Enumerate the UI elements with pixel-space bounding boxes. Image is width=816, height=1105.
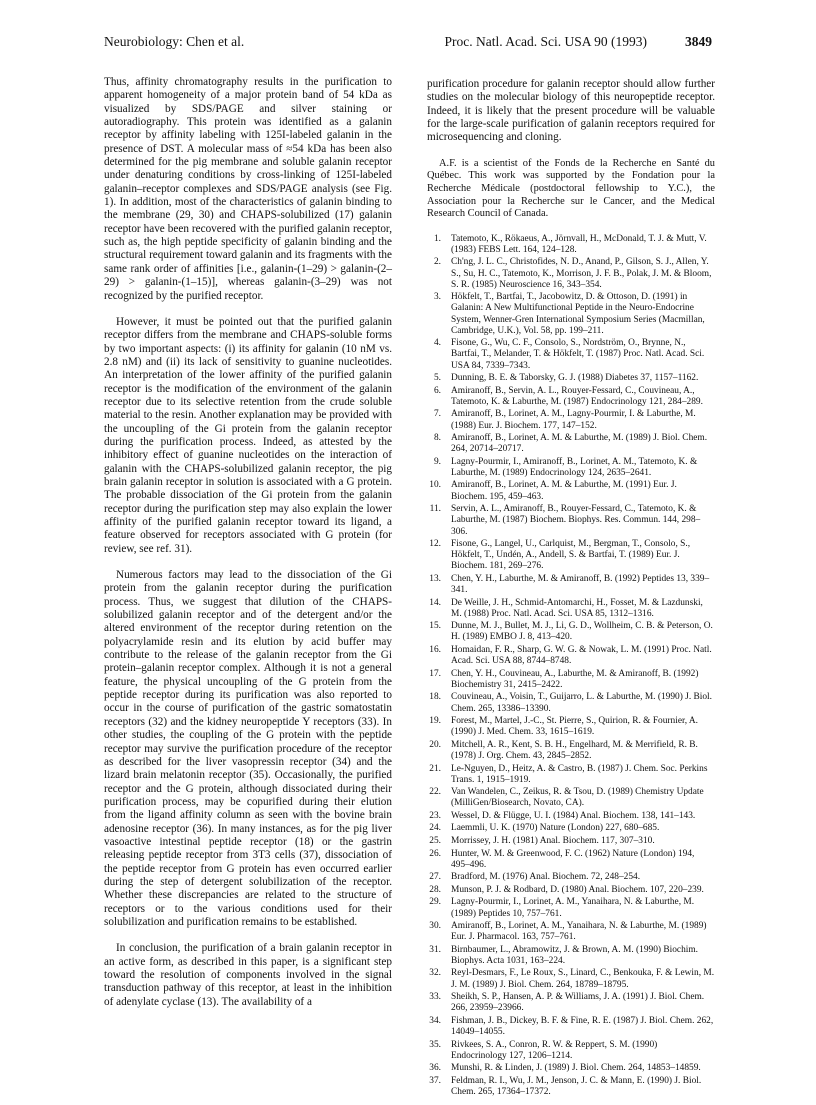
reference-text: Amiranoff, B., Servin, A. L., Rouyer-Fessard, C., Couvineau, A., Tatemoto, K. & Laburthe, M. (1987) Endocrinology 121, 284–289. [451,385,703,407]
reference-text: Fisone, G., Wu, C. F., Consolo, S., Nordström, O., Brynne, N., Bartfai, T., Melander, T. & Hökfelt, T. (1987) Proc. Natl. Acad. Sci. USA 84, 7339–7343. [451,338,705,371]
reference-item [427,764,715,786]
reference-item [427,621,715,643]
reference-number: 19. [429,716,441,727]
reference-number: 20. [429,739,441,750]
body-paragraph: Thus, affinity chromatography results in the purification to apparent homogeneity of a major protein band of 54 kDa as visualized by SDS/PAGE and silver staining or autoradiography. This protein was identified as a galanin receptor by affinity labeling with 125I-labeled galanin in the presence of DST. A molecular mass of ≈54 kDa has been also determined for the pig membrane and soluble galanin receptor under denaturing conditions by cross-linking of 125I-labeled galanin–receptor complexes and SDS/PAGE analysis (see Fig. 1). In addition, most of the characteristics of galanin binding to the membrane (29, 30) and CHAPS-solubilized (17) galanin receptor have been recovered with the purified galanin receptor, such as, the high peptide specificity of galanin binding and the structural requirement toward galanin and its fragments with the same rank order of affinities [i.e., galanin-(1–29) > galanin-(2–29) > galanin-(1–15)], whereas galanin-(3–29) was not recognized by the purified receptor. [104,76,392,302]
reference-item [427,787,715,809]
reference-item [427,1076,715,1098]
reference-text: Lagny-Pourmir, I., Lorinet, A. M., Yanaihara, N. & Laburthe, M. (1989) Peptides 10, 757–761. [451,897,695,919]
reference-text: Forest, M., Martel, J.-C., St. Pierre, S., Quirion, R. & Fournier, A. (1990) J. Med. Chem. 33, 1615–1619. [451,716,699,738]
reference-text: Wessel, D. & Flügge, U. I. (1984) Anal. Biochem. 138, 141–143. [451,810,696,821]
acknowledgment: A.F. is a scientist of the Fonds de la Recherche en Santé du Québec. This work was supported by the Fondation pour la Recherche Médicale (postdoctoral fellowship to Y.C.), the Association pour la Recherche sur le Cancer, and the Medical Research Council of Canada. [427,157,715,220]
reference-number: 22. [429,787,441,798]
reference-item [427,716,715,738]
reference-item [427,338,715,371]
journal-citation: Proc. Natl. Acad. Sci. USA 90 (1993) [444,34,647,49]
reference-item [427,574,715,596]
reference-item [427,836,715,847]
reference-text: Sheikh, S. P., Hansen, A. P. & Williams, J. A. (1991) J. Biol. Chem. 266, 23959–23966. [451,992,705,1014]
left-column [104,76,392,1022]
reference-number: 33. [429,992,441,1003]
reference-number: 28. [429,884,441,895]
reference-item [427,645,715,667]
reference-item [427,823,715,834]
reference-number: 17. [429,668,441,679]
running-head-journal [445,34,712,50]
reference-text: Chen, Y. H., Couvineau, A., Laburthe, M. & Amiranoff, B. (1992) Biochemistry 31, 2415–2422. [451,668,699,690]
reference-item [427,992,715,1014]
reference-item [427,968,715,990]
reference-text: Couvineau, A., Voisin, T., Guijarro, L. & Laburthe, M. (1990) J. Biol. Chem. 265, 13386–13390. [451,692,713,714]
reference-text: Laemmli, U. K. (1970) Nature (London) 227, 680–685. [451,823,660,834]
right-column [427,78,715,1100]
reference-text: Amiranoff, B., Lorinet, A. M. & Laburthe, M. (1989) J. Biol. Chem. 264, 20714–20717. [451,433,708,455]
reference-number: 16. [429,645,441,656]
reference-text: Hökfelt, T., Bartfai, T., Jacobowitz, D. & Ottoson, D. (1991) in Galanin: A New Multifunctional Peptide in the Neuro-Endocrine System, Wenner-Gren International Symposium Series (Macmillan, Cambridge, U.K.), Vol. 58, pp. 199–211. [451,292,705,336]
reference-number: 15. [429,621,441,632]
reference-number: 25. [429,836,441,847]
reference-text: Amiranoff, B., Lorinet, A. M. & Laburthe, M. (1991) Eur. J. Biochem. 195, 459–463. [451,480,677,502]
reference-text: Munshi, R. & Linden, J. (1989) J. Biol. Chem. 264, 14853–14859. [451,1063,701,1074]
reference-item [427,945,715,967]
reference-number: 32. [429,968,441,979]
reference-text: Amiranoff, B., Lorinet, A. M., Yanaihara, N. & Laburthe, M. (1989) Eur. J. Pharmacol. 163, 757–761. [451,921,707,943]
reference-number: 10. [429,480,441,491]
reference-number: 6. [433,385,441,396]
reference-item [427,740,715,762]
reference-text: Van Wandelen, C., Zeikus, R. & Tsou, D. (1989) Chemistry Update (MilliGen/Biosearch, Novato, CA). [451,787,704,809]
reference-number: 36. [429,1063,441,1074]
reference-number: 27. [429,872,441,883]
reference-text: Munson, P. J. & Rodbard, D. (1980) Anal. Biochem. 107, 220–239. [451,884,704,895]
reference-item [427,811,715,822]
reference-number: 8. [433,433,441,444]
reference-item [427,433,715,455]
reference-item [427,692,715,714]
reference-number: 26. [429,848,441,859]
body-paragraph: However, it must be pointed out that the purified galanin receptor differs from the membrane and CHAPS-soluble forms by two important aspects: (i) its affinity for galanin (10 nM vs. 2.8 nM) and (ii) its lack of sensitivity to guanine nucleotides. An interpretation of the lower affinity of the purified galanin receptor is the modification of the environment of the galanin receptor due to its selective retention from the crude soluble material to the resin. Another explanation may be provided with the uncoupling of the Gi protein from the galanin receptor during the purification process. Indeed, as attested by the inhibitory effect of guanine nucleotides on the interaction of galanin with the CHAPS-solubilized galanin receptor, the pig brain galanin receptor in solution is associated with a G protein. The probable dissociation of the Gi protein from the galanin receptor during the purification step may also explain the lower affinity of the purified galanin receptor toward its ligand, a feature observed for receptors associated with G protein (for review, see ref. 31). [104,315,392,555]
reference-item [427,849,715,871]
reference-text: De Weille, J. H., Schmid-Antomarchi, H., Fosset, M. & Lazdunski, M. (1988) Proc. Natl. Acad. Sci. USA 85, 1312–1316. [451,597,703,619]
reference-text: Hunter, W. M. & Greenwood, F. C. (1962) Nature (London) 194, 495–496. [451,848,695,870]
reference-item [427,598,715,620]
reference-item [427,257,715,290]
reference-item [427,539,715,572]
body-paragraph: In conclusion, the purification of a brain galanin receptor in an active form, as described in this paper, is a significant step toward the resolution of components involved in the signal transduction pathway of this receptor, at least in the inhibition of adenylate cyclase (13). The availability of a [104,942,392,1008]
reference-number: 13. [429,573,441,584]
reference-number: 31. [429,944,441,955]
reference-text: Le-Nguyen, D., Heitz, A. & Castro, B. (1987) J. Chem. Soc. Perkins Trans. 1, 1915–1919. [451,763,708,785]
reference-item [427,409,715,431]
reference-item [427,234,715,256]
reference-item [427,457,715,479]
reference-text: Bradford, M. (1976) Anal. Biochem. 72, 248–254. [451,872,641,883]
reference-item [427,373,715,384]
body-paragraph: purification procedure for galanin receptor should allow further studies on the molecular biology of this neuropeptide receptor. Indeed, it is likely that the present procedure will be valuable for the large-scale purification of galanin receptors required for microsequencing and cloning. [427,78,715,144]
reference-item [427,1016,715,1038]
reference-number: 2. [433,257,441,268]
page-header [104,34,712,58]
reference-number: 12. [429,539,441,550]
reference-text: Birnbaumer, L., Abramowitz, J. & Brown, A. M. (1990) Biochim. Biophys. Acta 1031, 163–224. [451,944,698,966]
reference-item [427,480,715,502]
reference-text: Ch'ng, J. L. C., Christofides, N. D., Anand, P., Gilson, S. J., Allen, Y. S., Su, H. C., Tatemoto, K., Morrison, J. F. B., Polak, J. M. & Bloom, S. R. (1985) Neuroscience 16, 343–354. [451,257,712,290]
body-paragraph: Numerous factors may lead to the dissociation of the Gi protein from the galanin receptor during the purification process. Thus, we suggest that dilution of the CHAPS-solubilized galanin receptor and of the detergent and/or the altered environment of the receptor during retention on the polyacrylamide resin and its elution by acid buffer may contribute to the release of the galanin receptor from the Gi protein–galanin receptor complex. Although it is not a general feature, the physical uncoupling of the G protein from the peptide receptor during its purification was also reported to occur in the course of purification of the gastric somatostatin receptors (32) and the kidney neuropeptide Y receptors (33). In other studies, the coupling of the G protein with the peptide receptor may survive the purification procedure of the receptor as described for the liver vasopressin receptor (34) and the lizard brain melatonin receptor (35). Occasionally, the purified receptor and the G protein, although dissociated during their purification process, may be copurified during their elution from the ligand affinity column as seen with the bovine brain adenosine receptor (36). In many instances, as for the pig liver vasoactive intestinal peptide receptor (18) or the gastrin releasing peptide receptor from 3T3 cells (37), dissociation of the peptide receptor from G protein has even occurred earlier during the step of detergent solubilization of the receptor. Whether these discrepancies are related to the structure of receptors or to the various conditions used for their solubilization and purification remains to be established. [104,569,392,928]
reference-item [427,897,715,919]
reference-list [427,234,715,1098]
reference-text: Fisone, G., Langel, U., Carlquist, M., Bergman, T., Consolo, S., Hökfelt, T., Undén, A., Andell, S. & Bartfai, T. (1989) Eur. J. Biochem. 181, 269–276. [451,539,691,572]
reference-text: Dunning, B. E. & Taborsky, G. J. (1988) Diabetes 37, 1157–1162. [451,373,699,384]
reference-number: 23. [429,810,441,821]
reference-number: 14. [429,597,441,608]
reference-number: 3. [433,292,441,303]
running-head-section: Neurobiology: Chen et al. [104,34,245,49]
reference-number: 5. [433,373,441,384]
reference-number: 24. [429,823,441,834]
reference-item [427,921,715,943]
reference-text: Tatemoto, K., Rökaeus, A., Jörnvall, H., McDonald, T. J. & Mutt, V. (1983) FEBS Lett. 164, 124–128. [451,233,707,255]
reference-item [427,386,715,408]
reference-item [427,872,715,883]
reference-item [427,1040,715,1062]
reference-number: 4. [433,338,441,349]
reference-number: 18. [429,692,441,703]
reference-item [427,292,715,337]
reference-item [427,1063,715,1074]
reference-text: Rivkees, S. A., Conron, R. W. & Reppert, S. M. (1990) Endocrinology 127, 1206–1214. [451,1039,658,1061]
reference-text: Dunne, M. J., Bullet, M. J., Li, G. D., Wollheim, C. B. & Peterson, O. H. (1989) EMBO J. 8, 413–420. [451,621,713,643]
page-number: 3849 [685,34,712,49]
reference-number: 7. [433,409,441,420]
reference-number: 34. [429,1015,441,1026]
reference-item [427,504,715,537]
reference-number: 11. [429,504,441,515]
reference-number: 1. [433,233,441,244]
reference-text: Amiranoff, B., Lorinet, A. M., Lagny-Pourmir, I. & Laburthe, M. (1988) Eur. J. Biochem. 177, 147–152. [451,409,696,431]
reference-text: Homaidan, F. R., Sharp, G. W. G. & Nowak, L. M. (1991) Proc. Natl. Acad. Sci. USA 88, 8744–8748. [451,645,712,667]
reference-number: 9. [433,456,441,467]
reference-number: 37. [429,1075,441,1086]
reference-text: Feldman, R. I., Wu, J. M., Jenson, J. C. & Mann, E. (1990) J. Biol. Chem. 265, 17364–17372. [451,1075,702,1097]
reference-text: Fishman, J. B., Dickey, B. F. & Fine, R. E. (1987) J. Biol. Chem. 262, 14049–14055. [451,1015,714,1038]
reference-text: Morrissey, J. H. (1981) Anal. Biochem. 117, 307–310. [451,836,655,847]
reference-number: 29. [429,897,441,908]
reference-text: Servin, A. L., Amiranoff, B., Rouyer-Fessard, C., Tatemoto, K. & Laburthe, M. (1987) Biochem. Biophys. Res. Commun. 144, 298–306. [451,504,701,537]
reference-number: 35. [429,1039,441,1050]
reference-item [427,885,715,896]
reference-text: Chen, Y. H., Laburthe, M. & Amiranoff, B. (1992) Peptides 13, 339–341. [451,573,710,596]
reference-number: 21. [429,763,441,774]
reference-item [427,669,715,691]
reference-text: Lagny-Pourmir, I., Amiranoff, B., Lorinet, A. M., Tatemoto, K. & Laburthe, M. (1989) Endocrinology 124, 2635–2641. [451,456,698,478]
reference-text: Reyl-Desmars, F., Le Roux, S., Linard, C., Benkouka, F. & Lewin, M. J. M. (1989) J. Biol. Chem. 264, 18789–18795. [451,968,715,990]
reference-number: 30. [429,921,441,932]
reference-text: Mitchell, A. R., Kent, S. B. H., Engelhard, M. & Merrifield, R. B. (1978) J. Org. Chem. 43, 2845–2852. [451,739,698,761]
